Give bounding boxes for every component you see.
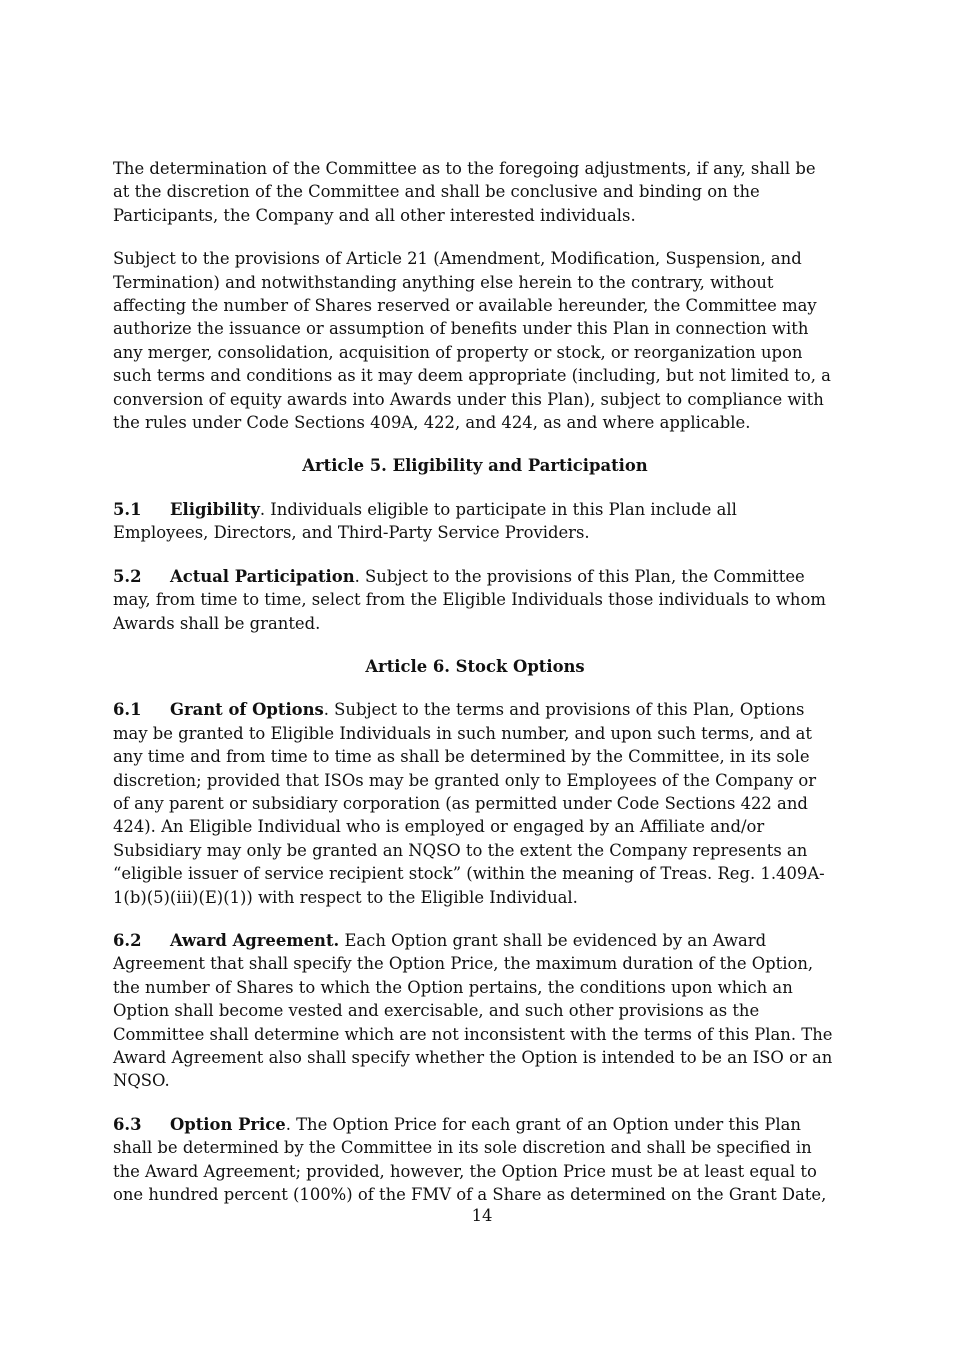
section-6-2	[113, 929, 837, 1093]
paragraph-merger-authority: Subject to the provisions of Article 21 (Amendment, Modification, Suspension, and Termination) and notwithstanding anything else herein to the contrary, without affecting the number of Shares reserved or available hereunder, the Committee may authorize the issuance or assumption of benefits under this Plan in connection with any merger, consolidation, acquisition of property or stock, or reorganization upon such terms and conditions as it may deem appropriate (including, but not limited to, a conversion of equity awards into Awards under this Plan), subject to compliance with the rules under Code Sections 409A, 422, and 424, as and where applicable.	[113, 249, 831, 433]
section-text: . The Option Price for each grant of an Option under this Plan shall be determined by the Committee in its sole discretion and shall be specified in the Award Agreement; provided, however, the Option Price must be at least equal to one hundred percent (100%) of the FMV of a Share as determined on the Grant Date,	[113, 1114, 827, 1205]
section-6-3	[113, 1113, 837, 1207]
section-5-2	[113, 565, 837, 635]
section-number: 6.1	[113, 700, 142, 720]
page-number: 14	[471, 1206, 493, 1225]
section-number: 5.2	[113, 566, 142, 586]
article-6-heading: Article 6. Stock Options	[365, 656, 585, 676]
section-title: Option Price	[170, 1114, 286, 1134]
article-5-heading: Article 5. Eligibility and Participation	[302, 456, 648, 476]
section-number: 5.1	[113, 499, 142, 519]
section-title: Actual Participation	[170, 566, 355, 586]
section-text: Each Option grant shall be evidenced by an Award Agreement that shall specify the Option Price, the maximum duration of the Option, the number of Shares to which the Option pertains, the conditions upon which an Option shall become vested and exercisable, and such other provisions as the Committee shall determine which are not inconsistent with the terms of this Plan. The Award Agreement also shall specify whether the Option is intended to be an ISO or an NQSO.	[113, 930, 833, 1091]
section-text: . Subject to the provisions of this Plan, the Committee may, from time to time, select from the Eligible Individuals those individuals to whom Awards shall be granted.	[113, 566, 826, 633]
section-6-1	[113, 698, 837, 909]
document-page	[113, 157, 837, 1226]
section-text: . Individuals eligible to participate in this Plan include all Employees, Directors, and Third-Party Service Providers.	[113, 499, 737, 543]
section-number: 6.3	[113, 1114, 142, 1134]
paragraph-adjustments: The determination of the Committee as to the foregoing adjustments, if any, shall be at the discretion of the Committee and shall be conclusive and binding on the Participants, the Company and all other interested individuals.	[113, 159, 816, 225]
section-5-1	[113, 498, 837, 545]
section-title: Grant of Options	[170, 700, 324, 720]
section-number: 6.2	[113, 930, 142, 950]
section-title: Eligibility	[170, 499, 260, 519]
section-text: . Subject to the terms and provisions of this Plan, Options may be granted to Eligible Individuals in such number, and upon such terms, and at any time and from time to time as shall be determined by the Committee, in its sole discretion; provided that ISOs may be granted only to Employees of the Company or of any parent or subsidiary corporation (as permitted under Code Sections 422 and 424). An Eligible Individual who is employed or engaged by an Affiliate and/or Subsidiary may only be granted an NQSO to the extent the Company represents an “eligible issuer of service recipient stock” (within the meaning of Treas. Reg. 1.409A-1(b)(5)(iii)(E)(1)) with respect to the Eligible Individual.	[113, 700, 825, 907]
section-title: Award Agreement.	[170, 930, 340, 950]
